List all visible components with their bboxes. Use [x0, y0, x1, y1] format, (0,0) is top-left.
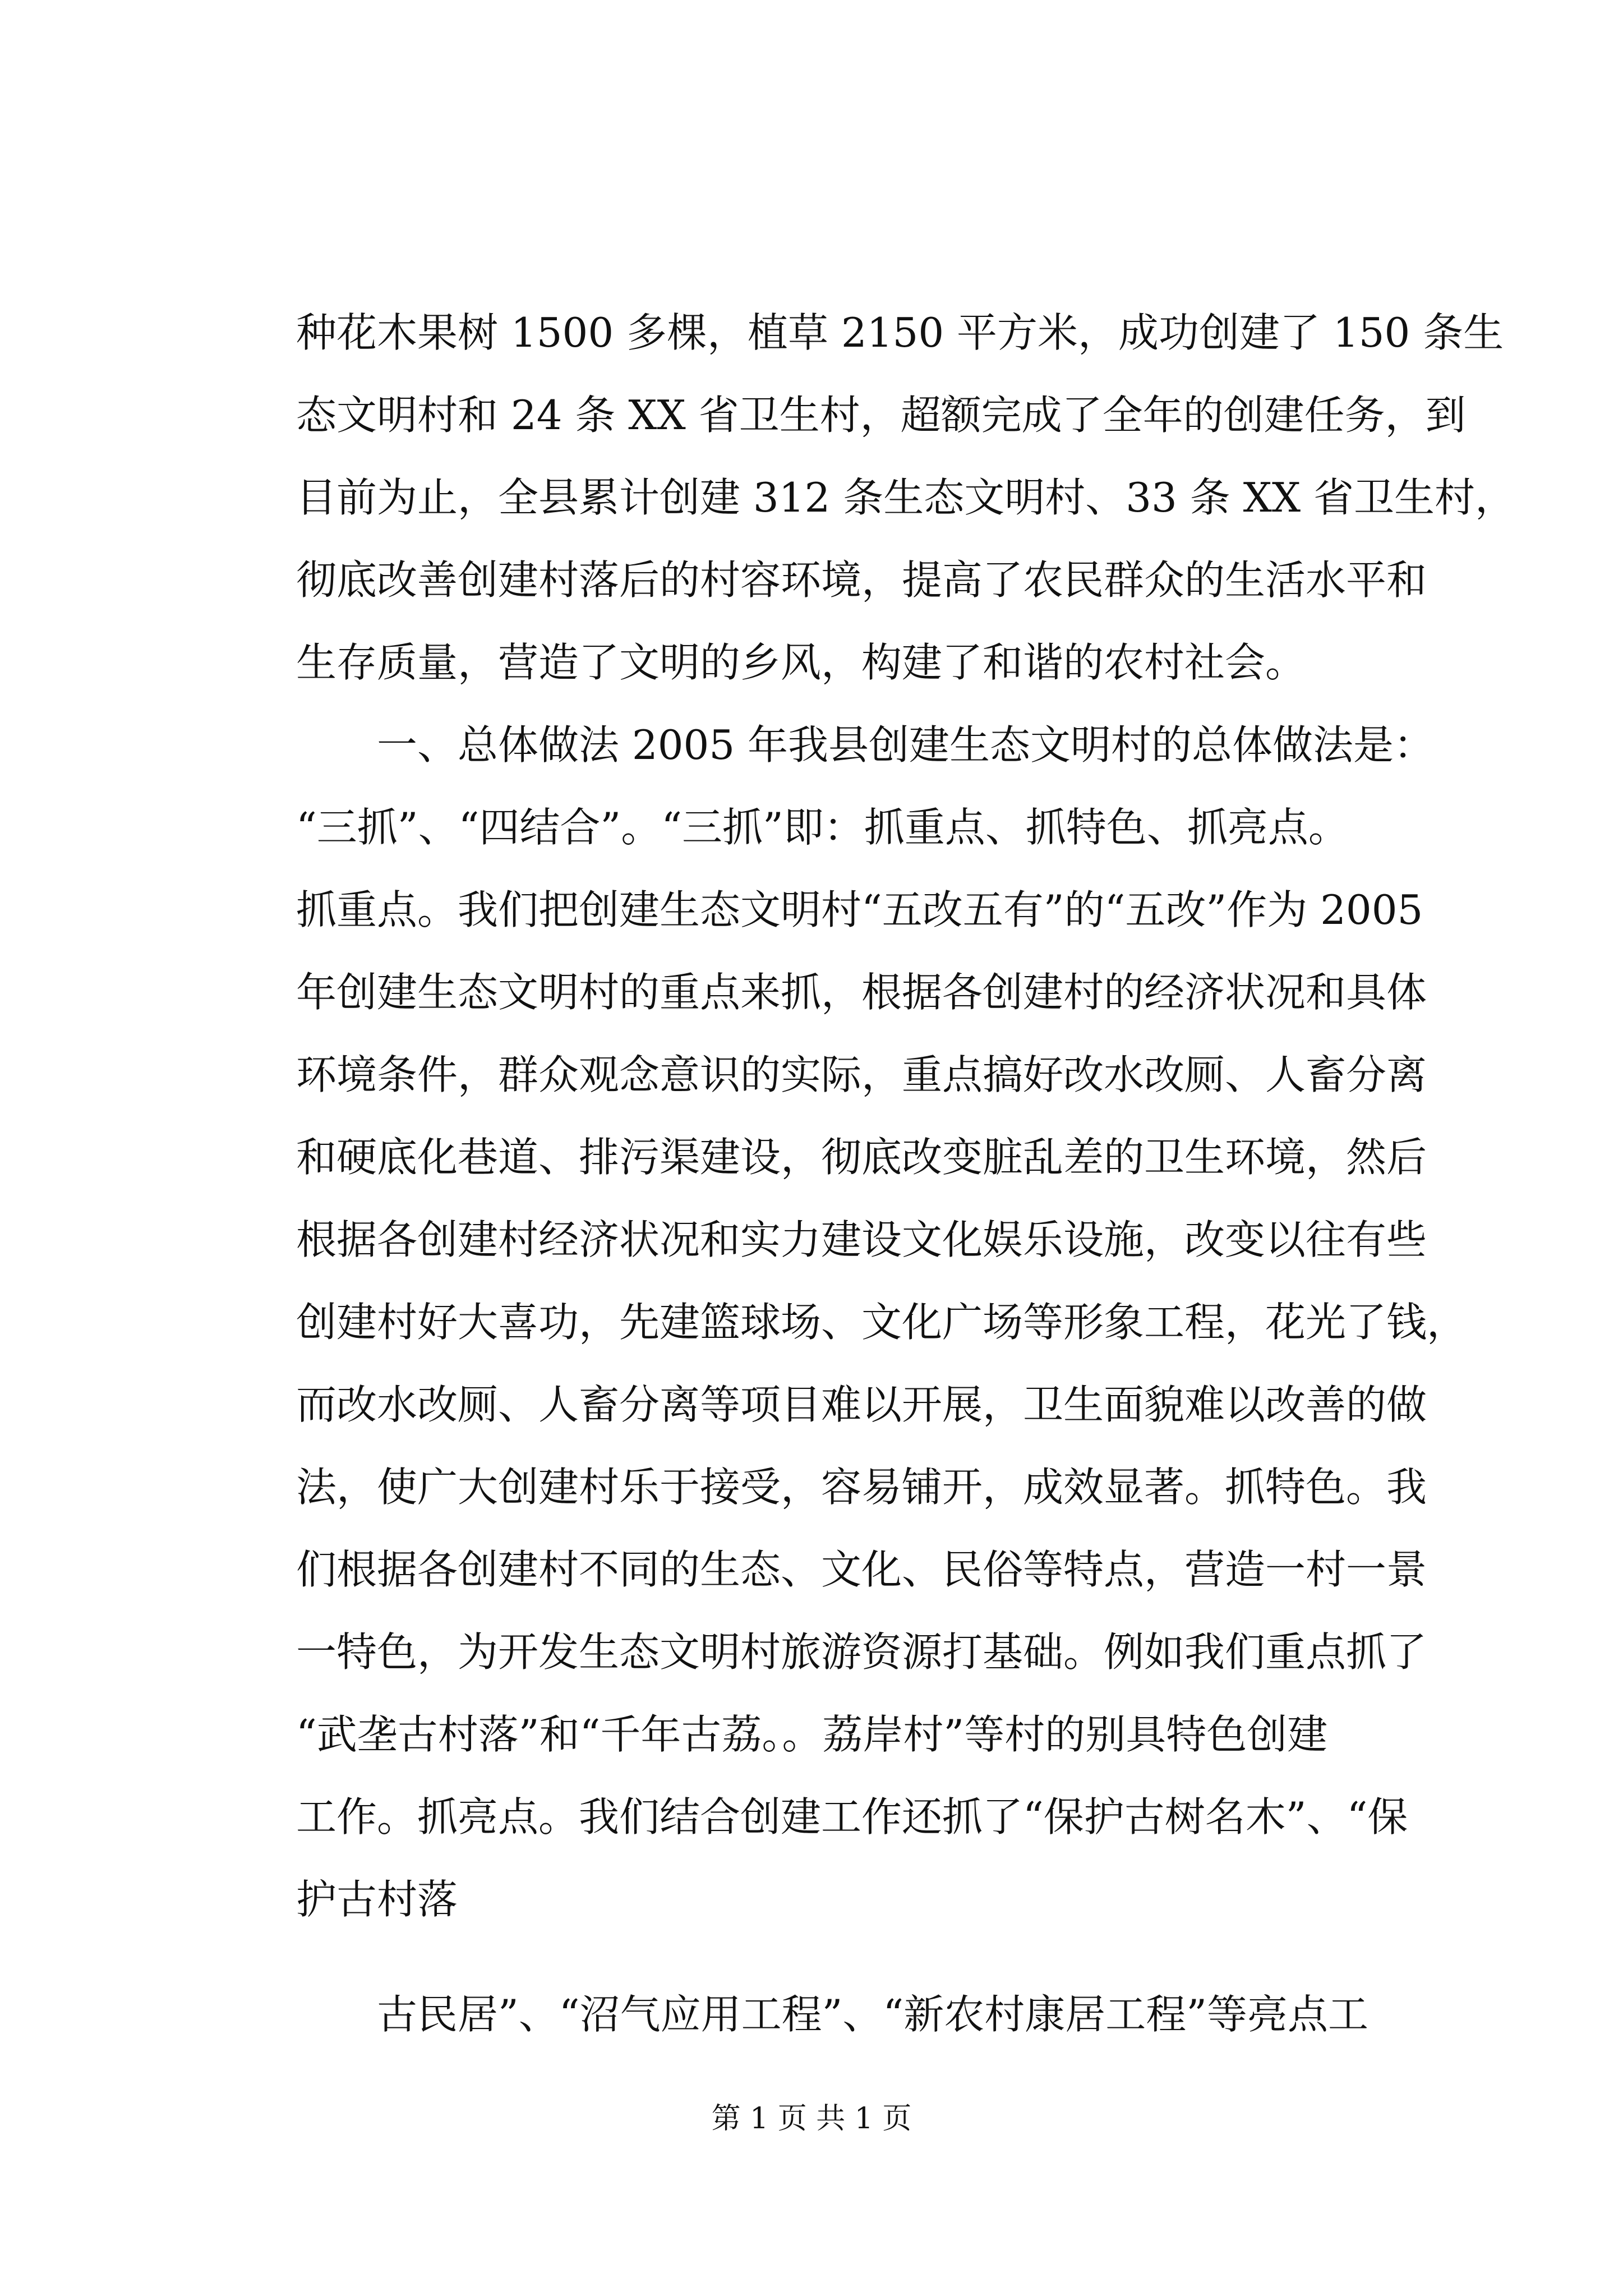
text-line: 根据各创建村经济状况和实力建设文化娱乐设施，改变以往有些 [296, 1216, 1427, 1263]
text-line: 态文明村和 24 条 XX 省卫生村，超额完成了全年的创建任务，到 [296, 392, 1466, 439]
text-line: 抓重点。我们把创建生态文明村“五改五有”的“五改”作为 2005 [296, 886, 1423, 933]
text-line: “武垄古村落”和“千年古荔。。荔岸村”等村的别具特色创建 [296, 1711, 1328, 1758]
text-line: 创建村好大喜功，先建篮球场、文化广场等形象工程，花光了钱， [296, 1299, 1468, 1346]
text-line: 和硬底化巷道、排污渠建设，彻底改变脏乱差的卫生环境，然后 [296, 1134, 1427, 1181]
text-line: 目前为止，全县累计创建 312 条生态文明村、33 条 XX 省卫生村， [296, 474, 1515, 521]
body-text [296, 292, 1515, 2056]
text-line: 生存质量，营造了文明的乡风，构建了和谐的农村社会。 [296, 639, 1306, 686]
text-line: 工作。抓亮点。我们结合创建工作还抓了“保护古树名木”、“保 [296, 1793, 1408, 1841]
text-line: 一特色，为开发生态文明村旅游资源打基础。例如我们重点抓了 [296, 1628, 1427, 1676]
text-line: 年创建生态文明村的重点来抓，根据各创建村的经济状况和具体 [296, 969, 1427, 1016]
text-line: 法，使广大创建村乐于接受，容易铺开，成效显著。抓特色。我 [296, 1464, 1427, 1511]
text-line: “三抓”、“四结合”。“三抓”即：抓重点、抓特色、抓亮点。 [296, 804, 1349, 851]
text-line: 而改水改厕、人畜分离等项目难以开展，卫生面貌难以改善的做 [296, 1381, 1427, 1428]
continuation-line: 古民居”、“沼气应用工程”、“新农村康居工程”等亮点工 [296, 1991, 1369, 2038]
text-line: 们根据各创建村不同的生态、文化、民俗等特点，营造一村一景 [296, 1546, 1427, 1593]
page-footer: 第 1 页 共 1 页 [711, 2102, 912, 2136]
text-line: 环境条件，群众观念意识的实际，重点搞好改水改厕、人畜分离 [296, 1051, 1427, 1098]
text-line: 彻底改善创建村落后的村容环境，提高了农民群众的生活水平和 [296, 556, 1427, 604]
text-line: 护古村落 [296, 1876, 458, 1923]
section-heading-line: 一、总体做法 2005 年我县创建生态文明村的总体做法是： [296, 721, 1435, 769]
text-line: 种花木果树 1500 多棵，植草 2150 平方米，成功创建了 150 条生 [296, 309, 1504, 356]
